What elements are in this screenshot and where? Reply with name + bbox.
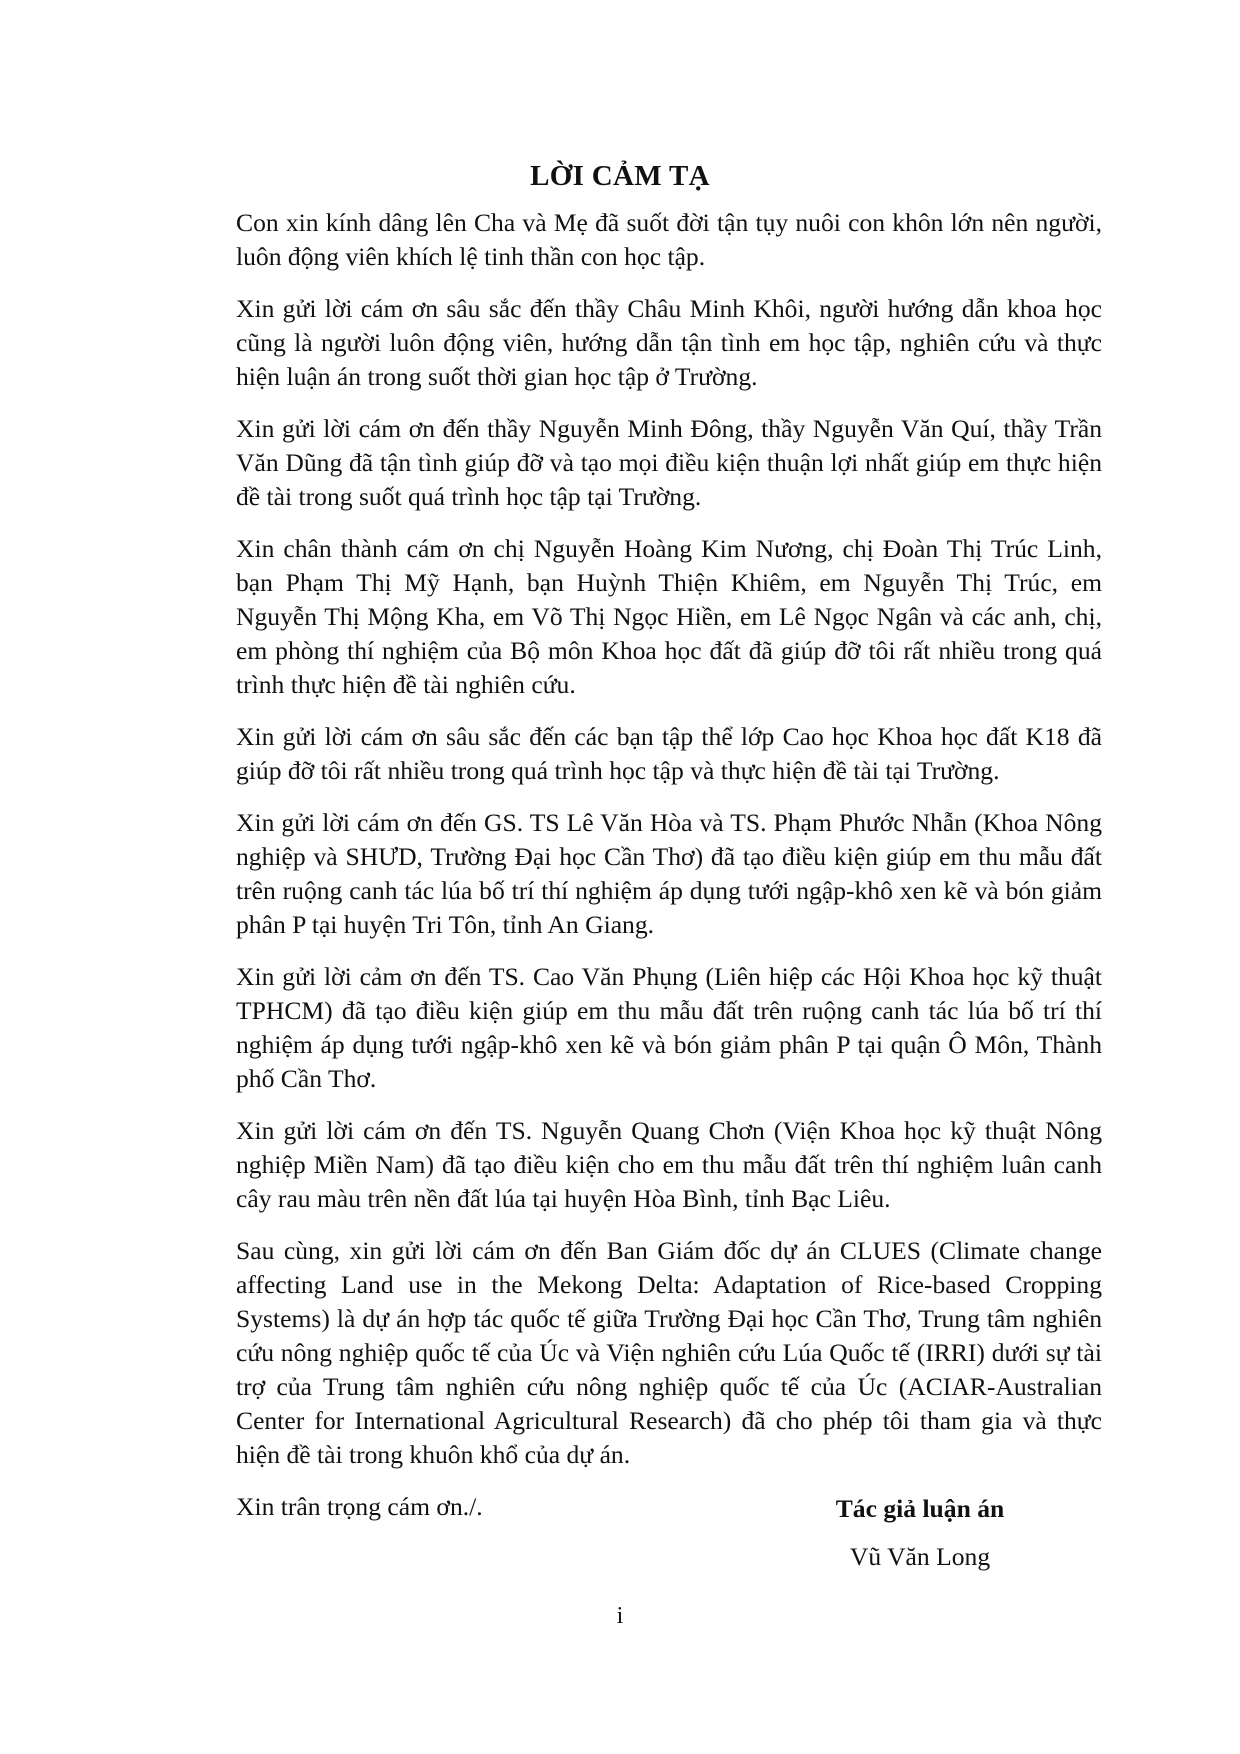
paragraph-bac-lieu-support: Xin gửi lời cám ơn đến TS. Nguyễn Quang Chơn (Viện Khoa học kỹ thuật Nông nghiệp Miền Nam) đã tạo điều kiện cho em thu mẫu đất trên thí nghiệm luân canh cây rau màu trên nền đất lúa tại huyện Hòa Bình, tỉnh Bạc Liêu. [236,1116,1102,1213]
paragraph-lab-colleagues: Xin chân thành cám ơn chị Nguyễn Hoàng Kim Nương, chị Đoàn Thị Trúc Linh, bạn Phạm Thị Mỹ Hạnh, bạn Huỳnh Thiện Khiêm, em Nguyễn Thị Trúc, em Nguyễn Thị Mộng Kha, em Võ Thị Ngọc Hiền, em Lê Ngọc Ngân và các anh, chị, em phòng thí nghiệm của Bộ môn Khoa học đất đã giúp đỡ tôi rất nhiều trong quá trình thực hiện đề tài nghiên cứu. [236,534,1102,699]
paragraph-clues-project: Sau cùng, xin gửi lời cám ơn đến Ban Giám đốc dự án CLUES (Climate change affecting Land use in the Mekong Delta: Adaptation of Rice-based Cropping Systems) là dự án hợp tác quốc tế giữa Trường Đại học Cần Thơ, Trung tâm nghiên cứu nông nghiệp quốc tế của Úc và Viện nghiên cứu Lúa Quốc tế (IRRI) dưới sự tài trợ của Trung tâm nghiên cứu nông nghiệp quốc tế của Úc (ACIAR-Australian Center for International Agricultural Research) đã cho phép tôi tham gia và thực hiện đề tài trong khuôn khổ của dự án. [236,1236,1102,1469]
paragraph-teachers: Xin gửi lời cám ơn đến thầy Nguyễn Minh Đông, thầy Nguyễn Văn Quí, thầy Trần Văn Dũng đã tận tình giúp đỡ và tạo mọi điều kiện thuận lợi nhất giúp em thực hiện đề tài trong suốt quá trình học tập tại Trường. [236,414,1102,511]
paragraph-classmates: Xin gửi lời cám ơn sâu sắc đến các bạn tập thể lớp Cao học Khoa học đất K18 đã giúp đỡ tôi rất nhiều trong quá trình học tập và thực hiện đề tài tại Trường. [236,722,1102,785]
paragraph-can-tho-support: Xin gửi lời cảm ơn đến TS. Cao Văn Phụng (Liên hiệp các Hội Khoa học kỹ thuật TPHCM) đã tạo điều kiện giúp em thu mẫu đất trên ruộng canh tác lúa bố trí thí nghiệm áp dụng tưới ngập-khô xen kẽ và bón giảm phân P tại quận Ô Môn, Thành phố Cần Thơ. [236,962,1102,1093]
acknowledgement-body [236,206,1102,1524]
paragraph-closing: Xin trân trọng cám ơn./. [236,1492,483,1521]
page-number: i [616,1603,624,1629]
signature-name: Vũ Văn Long [849,1542,991,1571]
paragraph-parents: Con xin kính dâng lên Cha và Mẹ đã suốt đời tận tụy nuôi con khôn lớn nên người, luôn động viên khích lệ tinh thần con học tập. [236,208,1102,271]
paragraph-an-giang-support: Xin gửi lời cám ơn đến GS. TS Lê Văn Hòa và TS. Phạm Phước Nhẫn (Khoa Nông nghiệp và SHƯD, Trường Đại học Cần Thơ) đã tạo điều kiện giúp em thu mẫu đất trên ruộng canh tác lúa bố trí thí nghiệm áp dụng tưới ngập-khô xen kẽ và bón giảm phân P tại huyện Tri Tôn, tỉnh An Giang. [236,808,1102,939]
page-title: LỜI CẢM TẠ [530,160,710,192]
paragraph-advisor: Xin gửi lời cám ơn sâu sắc đến thầy Châu Minh Khôi, người hướng dẫn khoa học cũng là người luôn động viên, hướng dẫn tận tình em học tập, nghiên cứu và thực hiện luận án trong suốt thời gian học tập ở Trường. [236,294,1102,391]
signature-title: Tác giả luận án [835,1494,1005,1523]
